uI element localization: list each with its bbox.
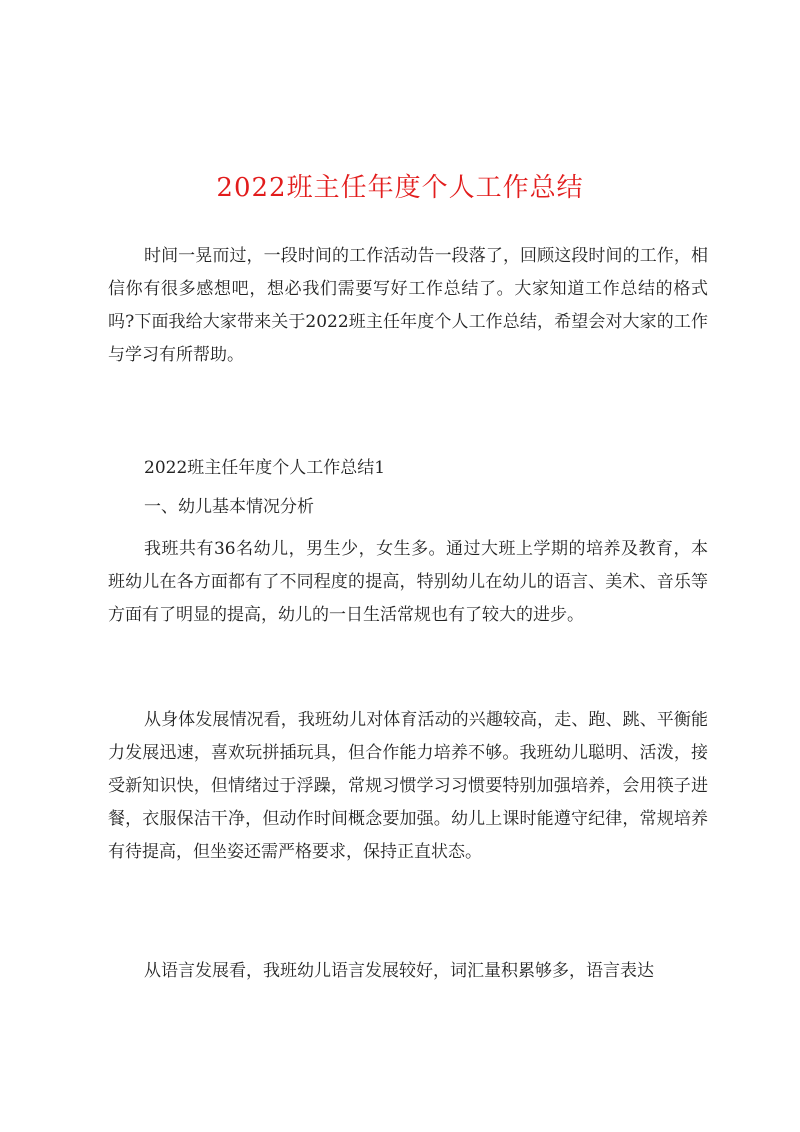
subheading: 一、幼儿基本情况分析 — [144, 497, 314, 517]
paragraph-1: 我班共有36名幼儿，男生少，女生多。通过大班上学期的培养及教育，本班幼儿在各方面都有了不同程度的提高，特别幼儿在幼儿的语言、美术、音乐等方面有了明显的提高，幼儿的一日生活常规也有了较大的进步。 — [108, 539, 708, 625]
document-title: 2022班主任年度个人工作总结 — [216, 173, 584, 203]
paragraph-3: 从语言发展看，我班幼儿语言发展较好，词汇量积累够多，语言表达 — [144, 961, 654, 981]
paragraph-2: 从身体发展情况看，我班幼儿对体育活动的兴趣较高，走、跑、跳、平衡能力发展迅速，喜欢玩拼插玩具，但合作能力培养不够。我班幼儿聪明、活泼，接受新知识快，但情绪过于浮躁，常规习惯学习习惯要特别加强培养，会用筷子进餐，衣服保洁干净，但动作时间概念要加强。幼儿上课时能遵守纪律，常规培养有待提高，但坐姿还需严格要求，保持正直状态。 — [108, 710, 708, 862]
intro-paragraph: 时间一晃而过，一段时间的工作活动告一段落了，回顾这段时间的工作，相信你有很多感想吧，想必我们需要写好工作总结了。大家知道工作总结的格式吗?下面我给大家带来关于2022班主任年度个人工作总结，希望会对大家的工作与学习有所帮助。 — [108, 246, 708, 365]
section-title: 2022班主任年度个人工作总结1 — [144, 458, 386, 478]
